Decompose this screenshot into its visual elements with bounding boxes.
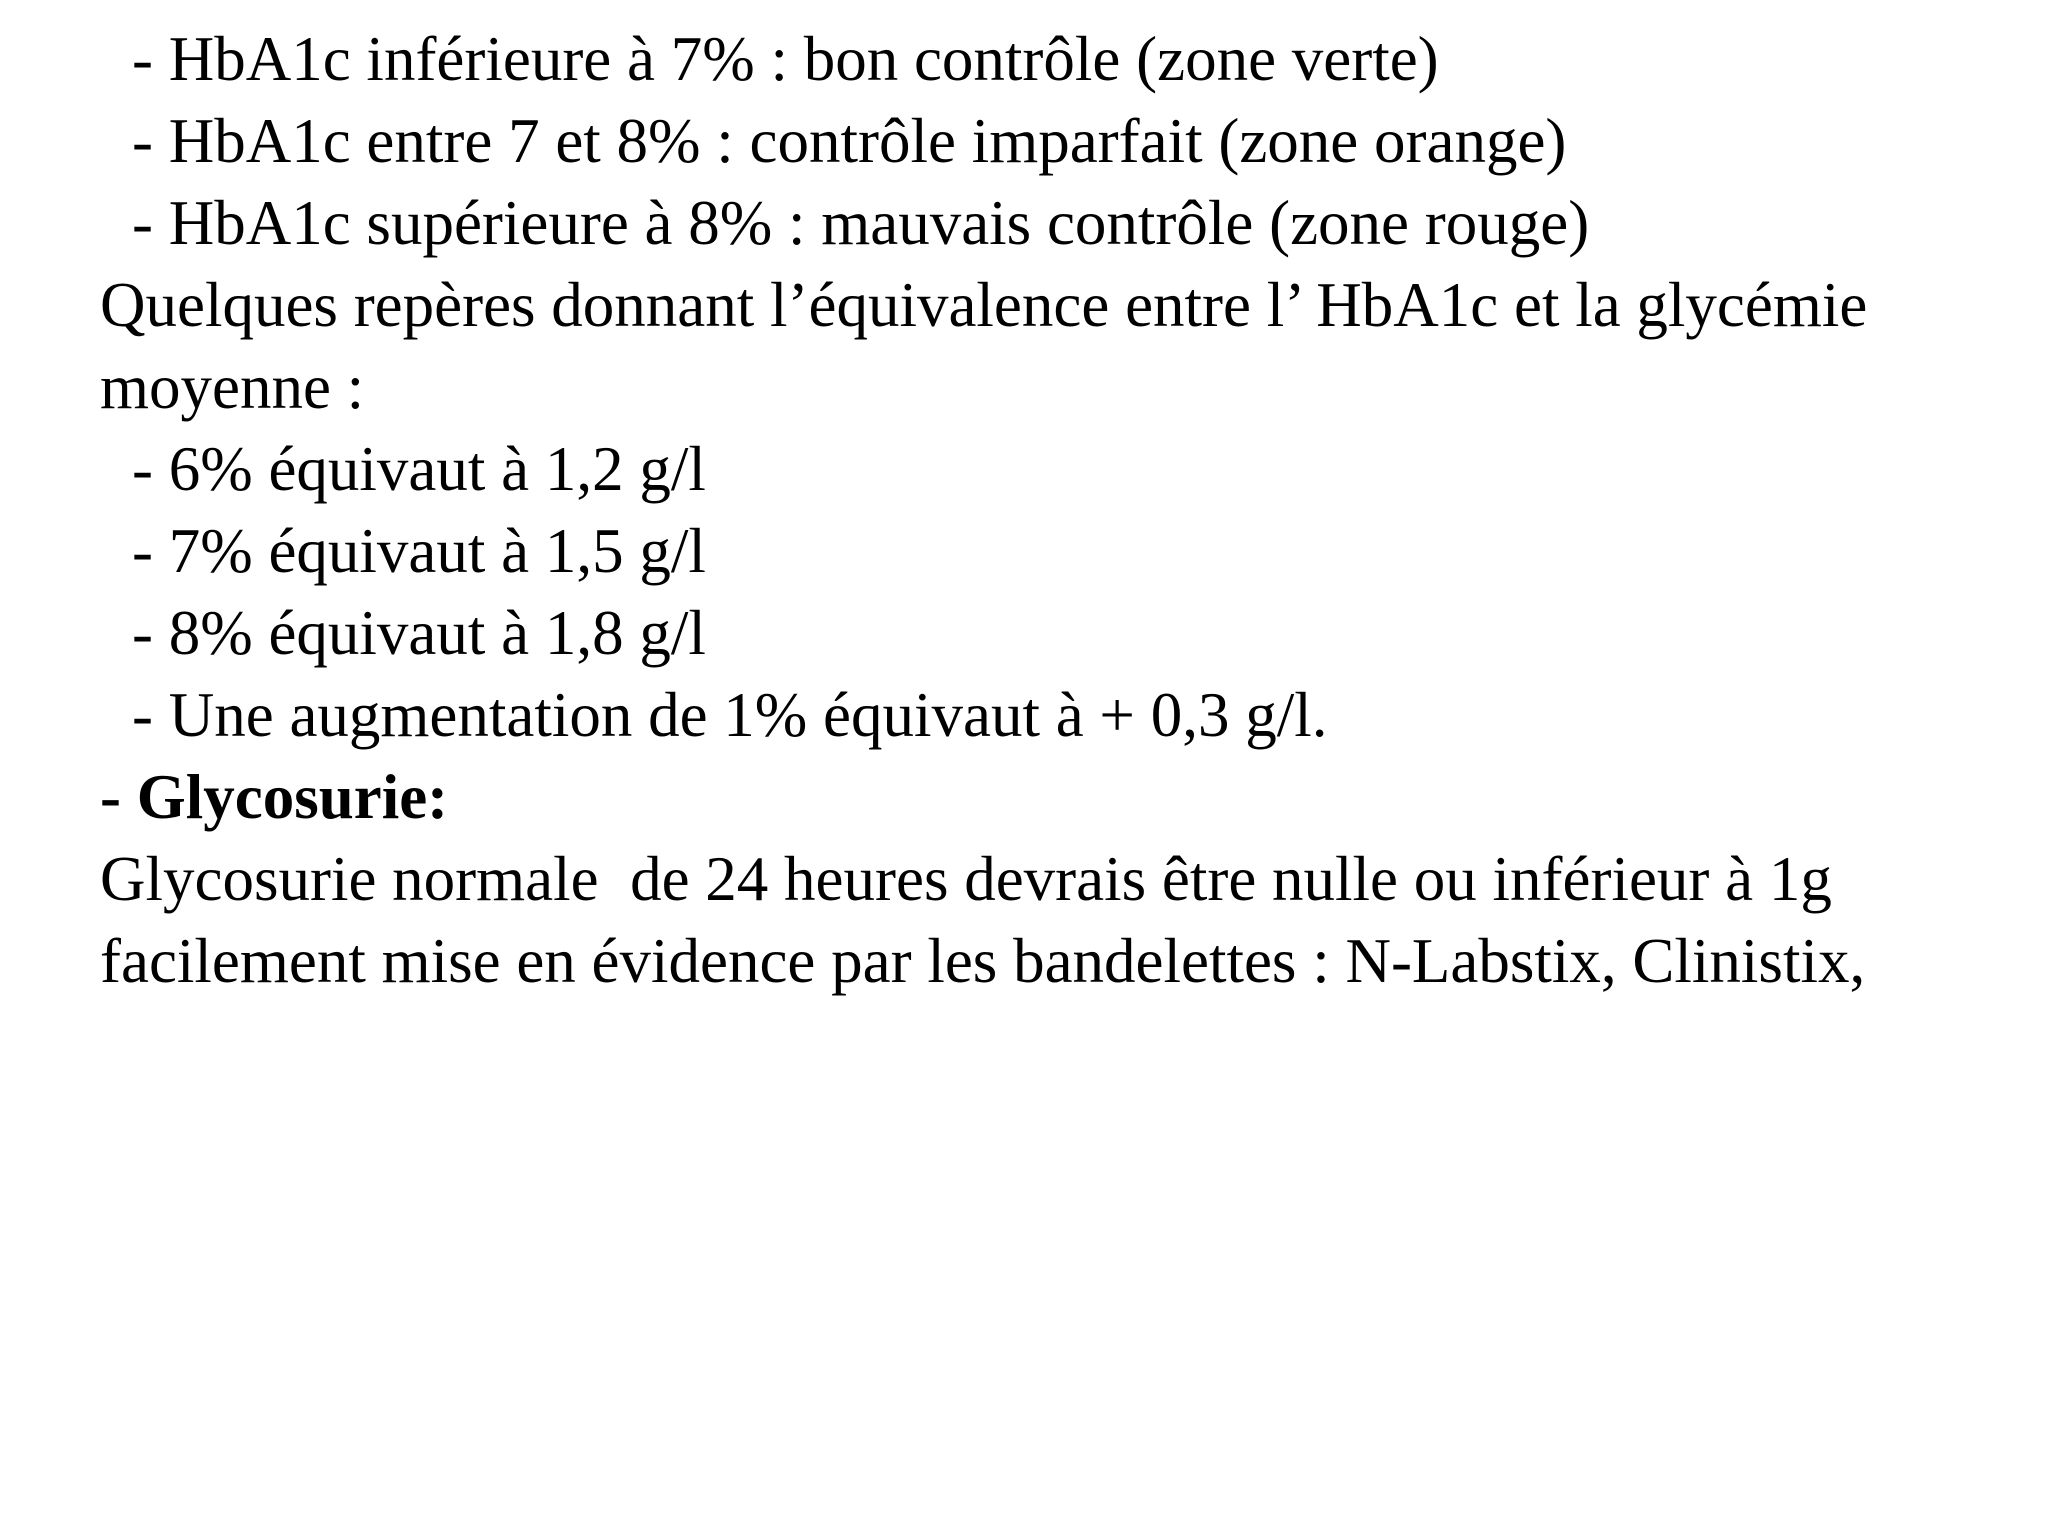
equivalence-intro-line-2: moyenne : (100, 352, 365, 422)
hba1c-threshold-green: - HbA1c inférieure à 7% : bon contrôle (zone verte) (132, 24, 1439, 94)
glycosurie-text-line-2: facilement mise en évidence par les bandelettes : N-Labstix, Clinistix, (100, 926, 1866, 996)
hba1c-threshold-red: - HbA1c supérieure à 8% : mauvais contrôle (zone rouge) (132, 188, 1590, 258)
equivalence-6-percent: - 6% équivaut à 1,2 g/l (132, 434, 706, 504)
equivalence-7-percent: - 7% équivaut à 1,5 g/l (132, 516, 706, 586)
hba1c-threshold-orange: - HbA1c entre 7 et 8% : contrôle imparfait (zone orange) (132, 106, 1567, 176)
equivalence-8-percent: - 8% équivaut à 1,8 g/l (132, 598, 706, 668)
equivalence-increase: - Une augmentation de 1% équivaut à + 0,3 g/l. (132, 680, 1328, 750)
glycosurie-text-line-1: Glycosurie normale de 24 heures devrais être nulle ou inférieur à 1g (100, 844, 1832, 914)
equivalence-intro-line-1: Quelques repères donnant l’équivalence entre l’ HbA1c et la glycémie (100, 270, 1868, 340)
glycosurie-heading: - Glycosurie: (100, 762, 449, 832)
